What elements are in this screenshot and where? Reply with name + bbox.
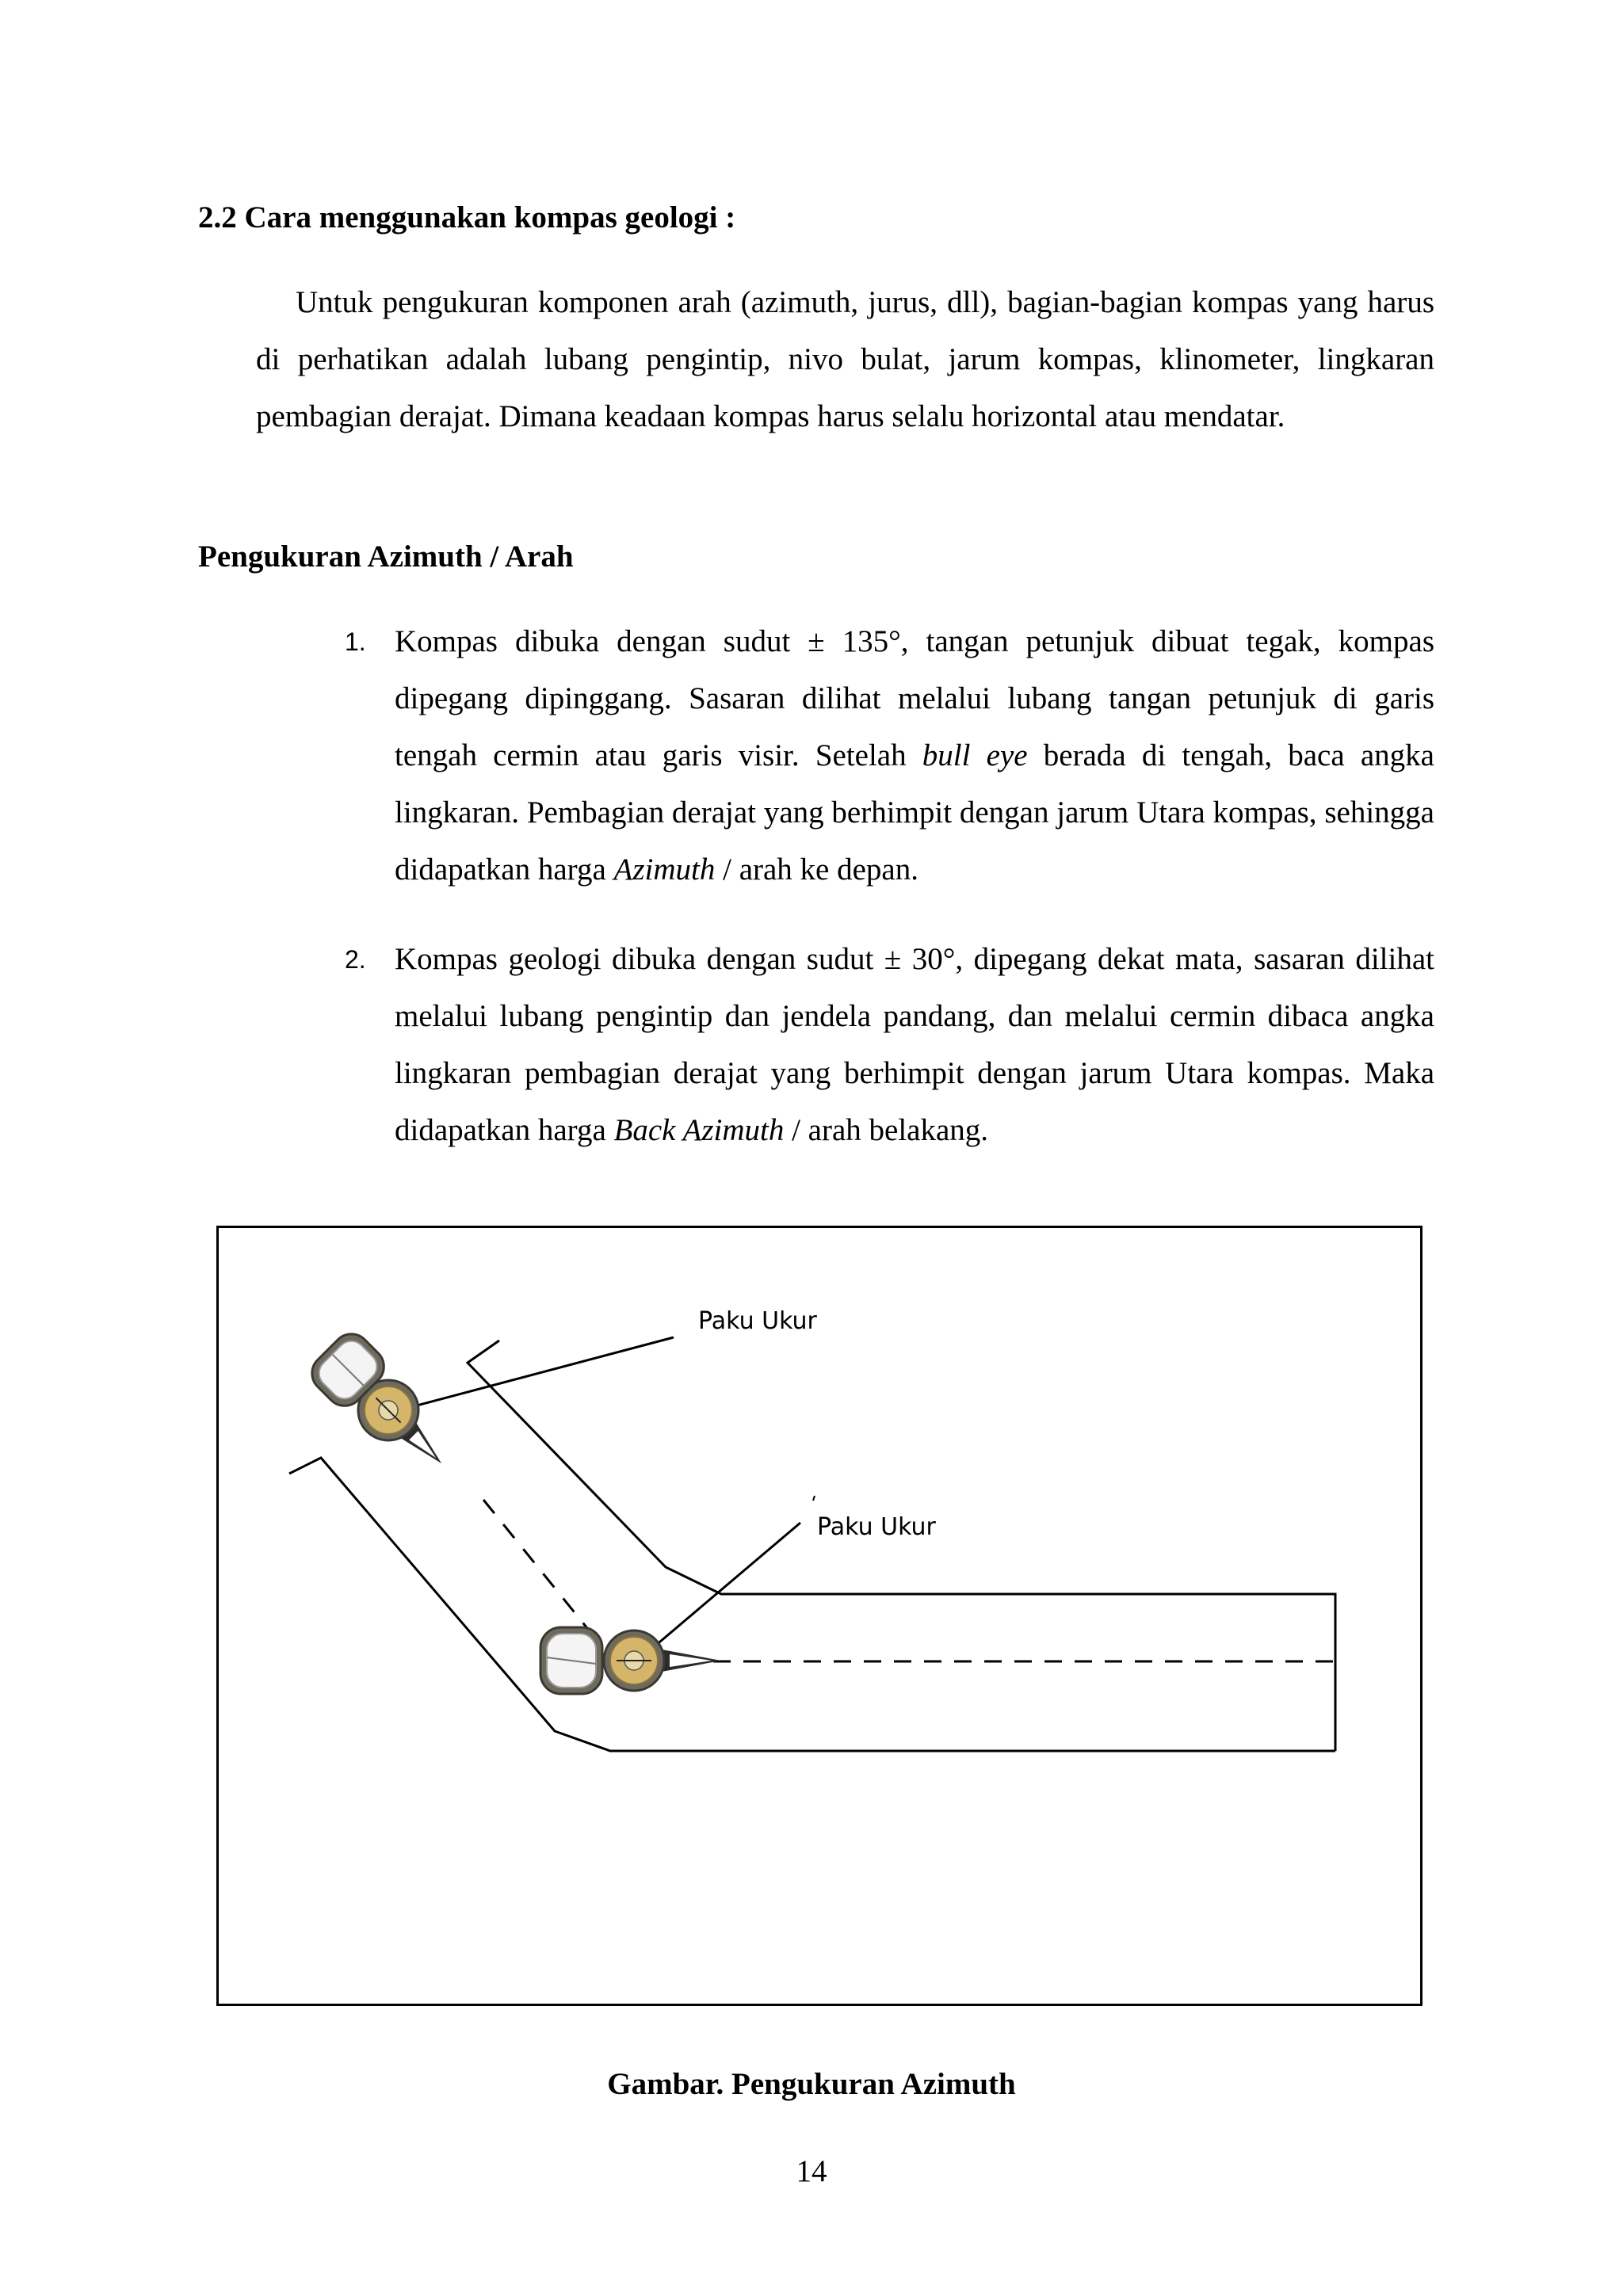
subsection-heading: Pengukuran Azimuth / Arah: [198, 540, 574, 574]
corridor-inner-edge: [468, 1341, 1335, 1751]
compass-icon: [540, 1627, 721, 1694]
section-heading: 2.2 Cara menggunakan kompas geologi :: [198, 200, 736, 235]
azimuth-diagram: [219, 1228, 1420, 2004]
list-item-2: Kompas geologi dibuka dengan sudut ± 30°, dipegang dekat mata, sasaran dilihat melalui lubang pengintip dan jendela pandang, dan melalui cermin dibaca angka lingkaran pembagian derajat yang berhimpit dengan jarum Utara kompas. Maka didapatkan harga Back Azimuth / arah belakang.: [395, 942, 1434, 1147]
intro-paragraph: Untuk pengukuran komponen arah (azimuth, jurus, dll), bagian-bagian kompas yang harus di perhatikan adalah lubang pengintip, nivo bulat, jarum kompas, klinometer, lingkaran pembagian derajat. Dimana keadaan kompas harus selalu horizontal atau mendatar.: [256, 285, 1434, 433]
list-number-2: 2.: [345, 945, 366, 974]
paku-ukur-label-2: Paku Ukur: [817, 1513, 936, 1541]
figure-caption: Gambar. Pengukuran Azimuth: [607, 2067, 1016, 2101]
leader-line-1: [390, 1337, 674, 1413]
list-item-1: Kompas dibuka dengan sudut ± 135°, tangan petunjuk dibuat tegak, kompas dipegang dipinggang. Sasaran dilihat melalui lubang tangan petunjuk di garis tengah cermin atau garis visir. Setelah bull eye berada di tengah, baca angka lingkaran. Pembagian derajat yang berhimpit dengan jarum Utara kompas, sehingga didapatkan harga Azimuth / arah ke depan.: [395, 624, 1434, 887]
page-number: 14: [796, 2154, 827, 2188]
sight-line-diagonal: [483, 1500, 590, 1632]
compass-icon: [304, 1326, 465, 1487]
paku-ukur-label-1: Paku Ukur: [698, 1307, 817, 1335]
corridor-outer-edge: [289, 1458, 1335, 1751]
list-number-1: 1.: [345, 627, 366, 656]
figure-box: [216, 1226, 1423, 2006]
